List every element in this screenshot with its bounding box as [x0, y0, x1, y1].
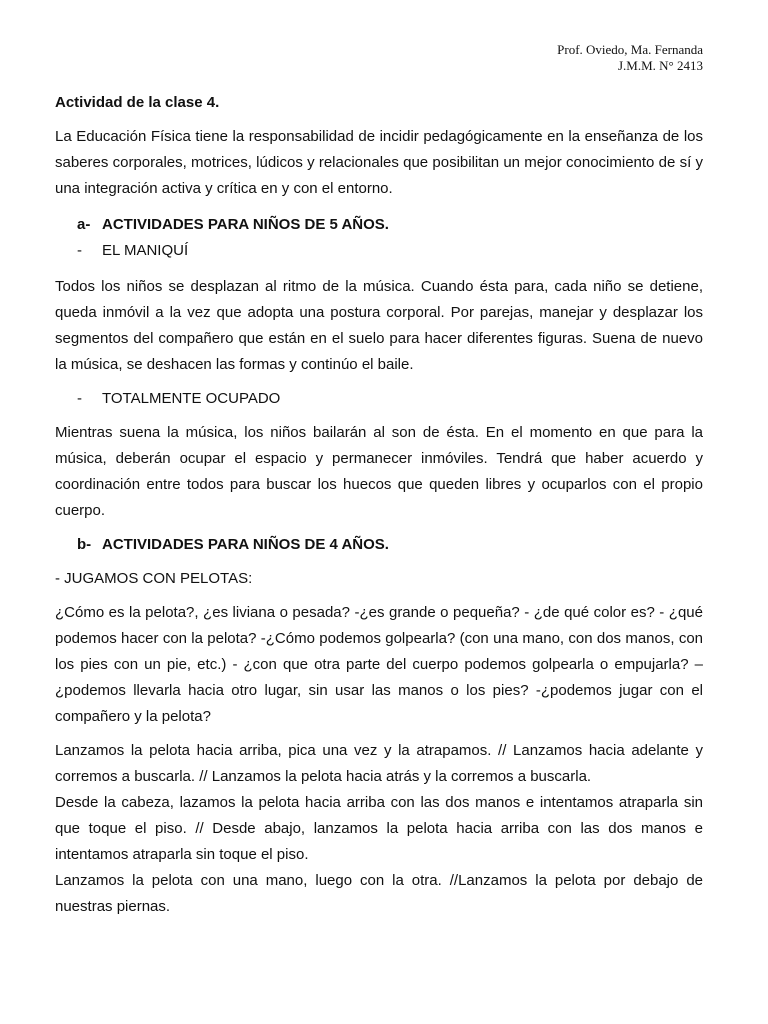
section-a-letter: a- [77, 216, 91, 233]
activity-maniqui-title: EL MANIQUÍ [102, 242, 189, 259]
author-name: Prof. Oviedo, Ma. Fernanda [557, 42, 703, 57]
pelotas-paragraph-3: Lanzamos la pelota con una mano, luego con la otra. //Lanzamos la pelota por debajo de nuestras piernas. [55, 872, 703, 915]
section-b-letter: b- [77, 536, 92, 553]
pelotas-paragraph-2: Desde la cabeza, lazamos la pelota hacia arriba con las dos manos e intentamos atraparla sin que toque el piso. // Desde abajo, lanzamos la pelota hacia arriba con las dos manos e intentamos atraparla sin toque el piso. [55, 794, 703, 863]
activity-ocupado-heading [55, 386, 703, 412]
list-dash: - [77, 242, 82, 259]
activity-ocupado-title: TOTALMENTE OCUPADO [102, 390, 281, 407]
section-a-heading [55, 212, 703, 238]
document-title: Actividad de la clase 4. [55, 94, 220, 111]
document-body [55, 90, 703, 920]
intro-paragraph: La Educación Física tiene la responsabilidad de incidir pedagógicamente en la enseñanza de los saberes corporales, motrices, lúdicos y relacionales que posibilitan un mejor conocimiento de sí y una integración activa y crítica en y con el entorno. [55, 128, 703, 197]
section-b-heading [55, 532, 703, 558]
activity-maniqui-text: Todos los niños se desplazan al ritmo de la música. Cuando ésta para, cada niño se detiene, queda inmóvil a la vez que adopta una postura corporal. Por parejas, manejar y desplazar los segmentos del compañero que están en el suelo para hacer diferentes figuras. Suena de nuevo la música, se deshacen las formas y continúo el baile. [55, 278, 703, 373]
activity-pelotas-title: - JUGAMOS CON PELOTAS: [55, 570, 253, 587]
list-dash: - [77, 390, 82, 407]
section-a-title: ACTIVIDADES PARA NIÑOS DE 5 AÑOS. [102, 216, 389, 233]
activity-ocupado-text: Mientras suena la música, los niños bailarán al son de ésta. En el momento en que para la música, deberán ocupar el espacio y permanecer inmóviles. Tendrá que haber acuerdo y coordinación entre todos para buscar los huecos que queden libres y ocuparlos con el propio cuerpo. [55, 424, 703, 519]
document-header [557, 42, 703, 74]
school-id: J.M.M. N° 2413 [617, 58, 703, 73]
pelotas-paragraph-1: Lanzamos la pelota hacia arriba, pica una vez y la atrapamos. // Lanzamos hacia adelante y corremos a buscarla. // Lanzamos la pelota hacia atrás y la corremos a buscarla. [55, 742, 703, 785]
activity-maniqui-heading [55, 238, 703, 264]
pelotas-questions: ¿Cómo es la pelota?, ¿es liviana o pesada? -¿es grande o pequeña? - ¿de qué color es? - ¿qué podemos hacer con la pelota? -¿Cómo podemos golpearla? (con una mano, con dos manos, con los pies con un pie, etc.) - ¿con que otra parte del cuerpo podemos golpearla o empujarla? – ¿podemos llevarla hacia otro lugar, sin usar las manos o los pies? -¿podemos jugar con el compañero y la pelota? [55, 604, 703, 725]
section-b-title: ACTIVIDADES PARA NIÑOS DE 4 AÑOS. [102, 536, 389, 553]
